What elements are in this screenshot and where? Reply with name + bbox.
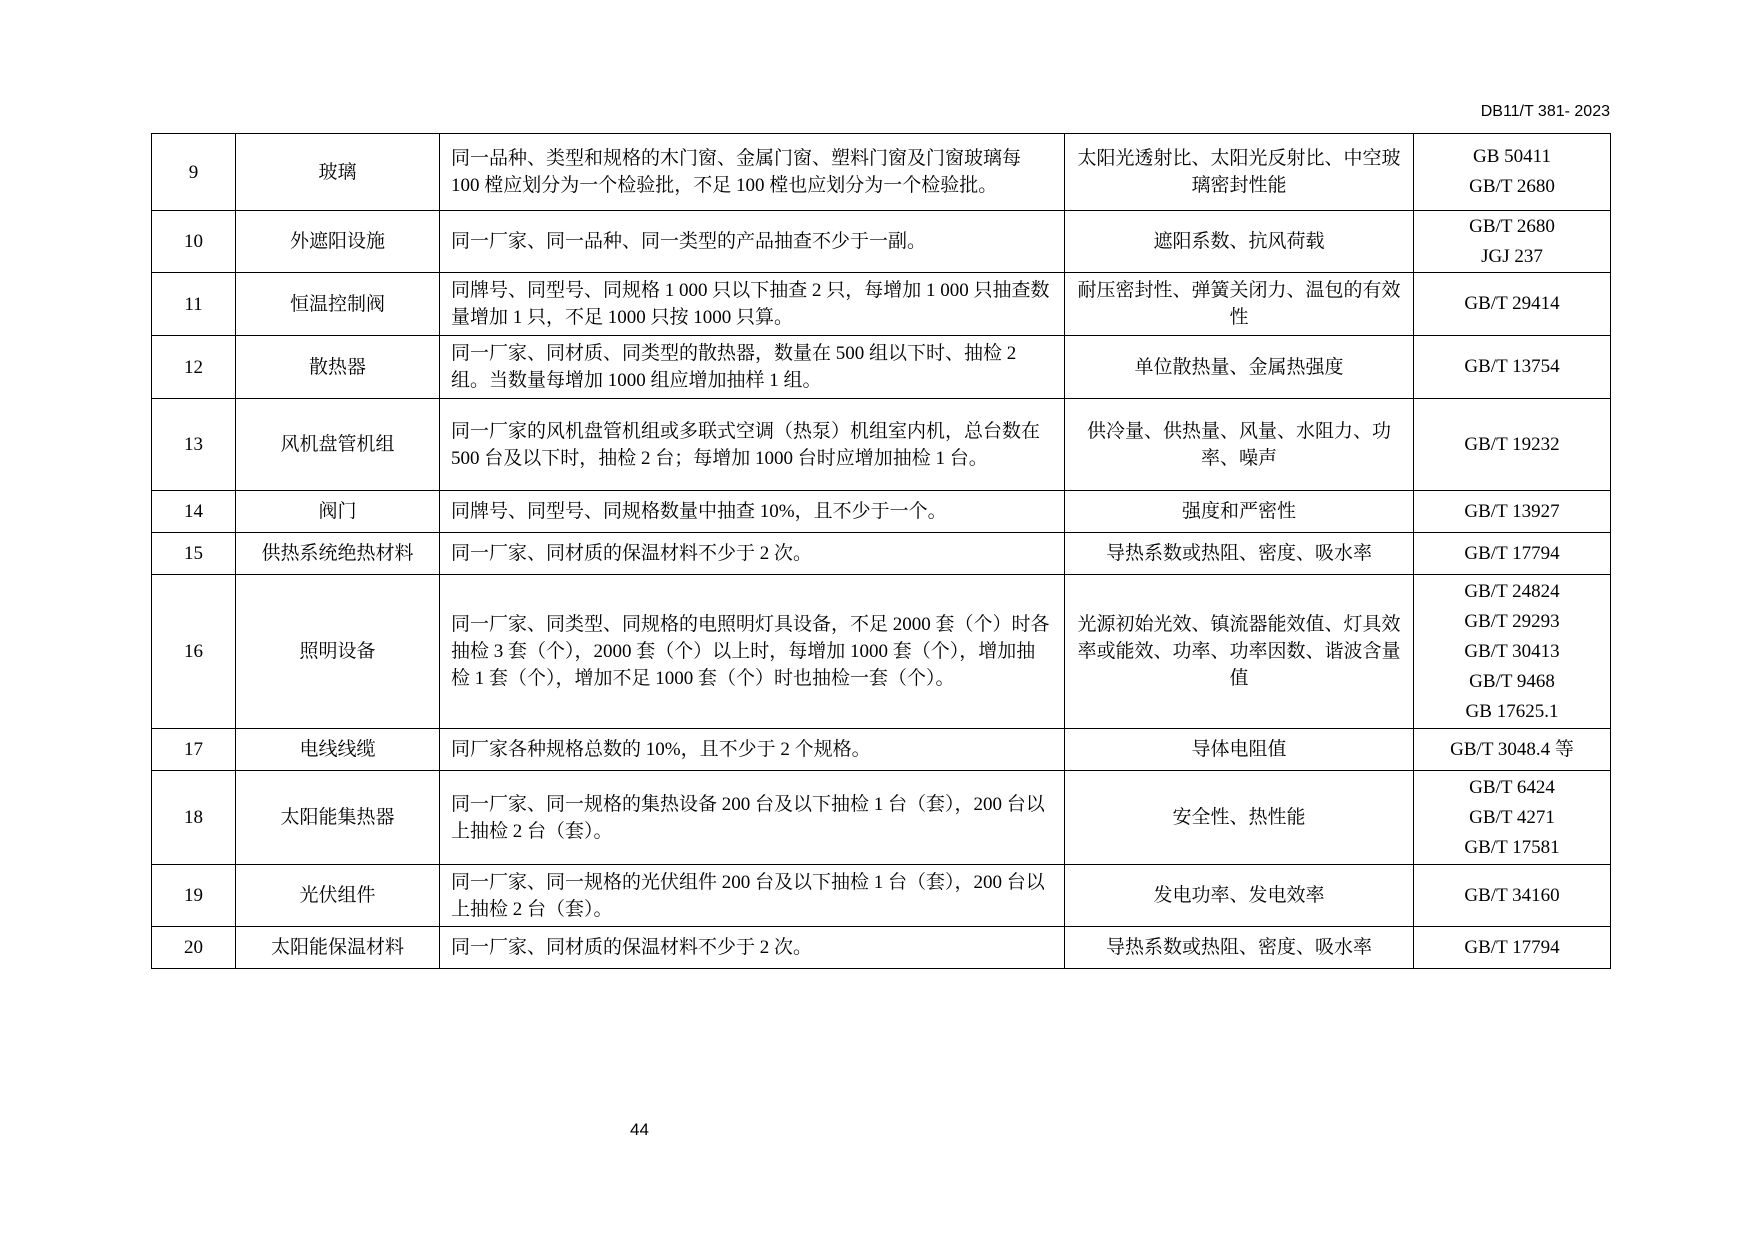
standards-cell [1414,491,1611,533]
standard-code: GB 50411 [1473,146,1551,167]
test-items: 导体电阻值 [1065,729,1414,771]
table-row [152,865,1611,927]
material-name: 太阳能集热器 [236,771,440,865]
row-number: 9 [152,134,236,211]
standard-code: GB/T 13927 [1464,500,1560,522]
test-items: 单位散热量、金属热强度 [1065,336,1414,399]
test-items: 耐压密封性、弹簧关闭力、温包的有效性 [1065,273,1414,336]
row-number: 14 [152,491,236,533]
table-row [152,729,1611,771]
page-number: 44 [630,1120,649,1139]
standards-cell [1414,533,1611,575]
document-code: DB11/T 381- 2023 [1480,103,1610,120]
table-row [152,399,1611,491]
standards-cell [1414,771,1611,865]
standard-code: JGJ 237 [1481,245,1543,267]
table-row [152,134,1611,211]
table-row [152,771,1611,865]
standards-cell [1414,729,1611,771]
standards-cell [1414,865,1611,927]
standards-cell [1414,336,1611,399]
row-number: 10 [152,211,236,273]
sampling-rule: 同一厂家、同一品种、同一类型的产品抽查不少于一副。 [440,211,1065,273]
standards-cell [1414,134,1611,211]
table-row [152,211,1611,273]
row-number: 11 [152,273,236,336]
row-number: 12 [152,336,236,399]
table-row [152,491,1611,533]
standard-code: GB/T 30413 [1464,640,1560,662]
standard-code: GB/T 17794 [1464,542,1560,564]
standard-code: GB/T 24824 [1464,580,1560,602]
standard-code: GB/T 9468 [1469,670,1555,692]
sampling-rule: 同一厂家、同一规格的集热设备 200 台及以下抽检 1 台（套），200 台以上抽检 2 台（套）。 [440,771,1065,865]
test-items: 导热系数或热阻、密度、吸水率 [1065,927,1414,969]
standard-code: GB/T 17581 [1464,836,1560,858]
sampling-rule: 同一品种、类型和规格的木门窗、金属门窗、塑料门窗及门窗玻璃每 100 樘应划分为一个检验批，不足 100 樘也应划分为一个检验批。 [440,134,1065,211]
table-row [152,533,1611,575]
sampling-rule: 同一厂家、同类型、同规格的电照明灯具设备，不足 2000 套（个）时各抽检 3 套（个），2000 套（个）以上时，每增加 1000 套（个），增加抽检 1 套（个），增加不足 1000 套（个）时也抽检一套（个）。 [440,575,1065,729]
sampling-rule: 同厂家各种规格总数的 10%，且不少于 2 个规格。 [440,729,1065,771]
test-items: 强度和严密性 [1065,491,1414,533]
test-items: 光源初始光效、镇流器能效值、灯具效率或能效、功率、功率因数、谐波含量值 [1065,575,1414,729]
standard-code: GB/T 34160 [1464,884,1560,906]
material-name: 供热系统绝热材料 [236,533,440,575]
test-items: 遮阳系数、抗风荷载 [1065,211,1414,273]
sampling-rule: 同一厂家、同材质、同类型的散热器，数量在 500 组以下时、抽检 2 组。当数量每增加 1000 组应增加抽样 1 组。 [440,336,1065,399]
standard-code: GB/T 19232 [1464,433,1560,455]
row-number: 15 [152,533,236,575]
row-number: 18 [152,771,236,865]
sampling-rule: 同一厂家、同材质的保温材料不少于 2 次。 [440,533,1065,575]
sampling-rule: 同一厂家、同一规格的光伏组件 200 台及以下抽检 1 台（套），200 台以上抽检 2 台（套）。 [440,865,1065,927]
sampling-rule: 同一厂家的风机盘管机组或多联式空调（热泵）机组室内机，总台数在 500 台及以下时，抽检 2 台；每增加 1000 台时应增加抽检 1 台。 [440,399,1065,491]
test-items: 安全性、热性能 [1065,771,1414,865]
sampling-rule: 同牌号、同型号、同规格 1 000 只以下抽查 2 只，每增加 1 000 只抽查数量增加 1 只，不足 1000 只按 1000 只算。 [440,273,1065,336]
material-name: 风机盘管机组 [236,399,440,491]
material-name: 阀门 [236,491,440,533]
material-name: 照明设备 [236,575,440,729]
standard-code: GB/T 3048.4 等 [1450,738,1574,760]
test-items: 太阳光透射比、太阳光反射比、中空玻璃密封性能 [1065,134,1414,211]
row-number: 16 [152,575,236,729]
material-name: 太阳能保温材料 [236,927,440,969]
sampling-rule: 同一厂家、同材质的保温材料不少于 2 次。 [440,927,1065,969]
row-number: 20 [152,927,236,969]
test-items: 导热系数或热阻、密度、吸水率 [1065,533,1414,575]
material-name: 玻璃 [236,134,440,211]
standards-cell [1414,399,1611,491]
table-row [152,336,1611,399]
standard-code: GB/T 2680 [1469,176,1555,197]
standard-code: GB/T 29293 [1464,610,1560,632]
row-number: 17 [152,729,236,771]
material-name: 电线线缆 [236,729,440,771]
standard-code: GB/T 13754 [1464,356,1560,377]
material-name: 恒温控制阀 [236,273,440,336]
material-name: 光伏组件 [236,865,440,927]
row-number: 13 [152,399,236,491]
standards-cell [1414,575,1611,729]
row-number: 19 [152,865,236,927]
standard-code: GB/T 6424 [1469,776,1555,798]
standard-code: GB 17625.1 [1465,700,1559,722]
material-name: 外遮阳设施 [236,211,440,273]
sampling-rule: 同牌号、同型号、同规格数量中抽查 10%，且不少于一个。 [440,491,1065,533]
standard-code: GB/T 2680 [1469,215,1555,237]
standard-code: GB/T 17794 [1464,936,1560,958]
material-name: 散热器 [236,336,440,399]
standards-cell [1414,273,1611,336]
inspection-table [151,133,1611,969]
standards-cell [1414,927,1611,969]
table-row [152,273,1611,336]
test-items: 供冷量、供热量、风量、水阻力、功率、噪声 [1065,399,1414,491]
standard-code: GB/T 29414 [1464,293,1560,314]
table-row [152,927,1611,969]
test-items: 发电功率、发电效率 [1065,865,1414,927]
table-row [152,575,1611,729]
standard-code: GB/T 4271 [1469,806,1555,828]
standards-cell [1414,211,1611,273]
